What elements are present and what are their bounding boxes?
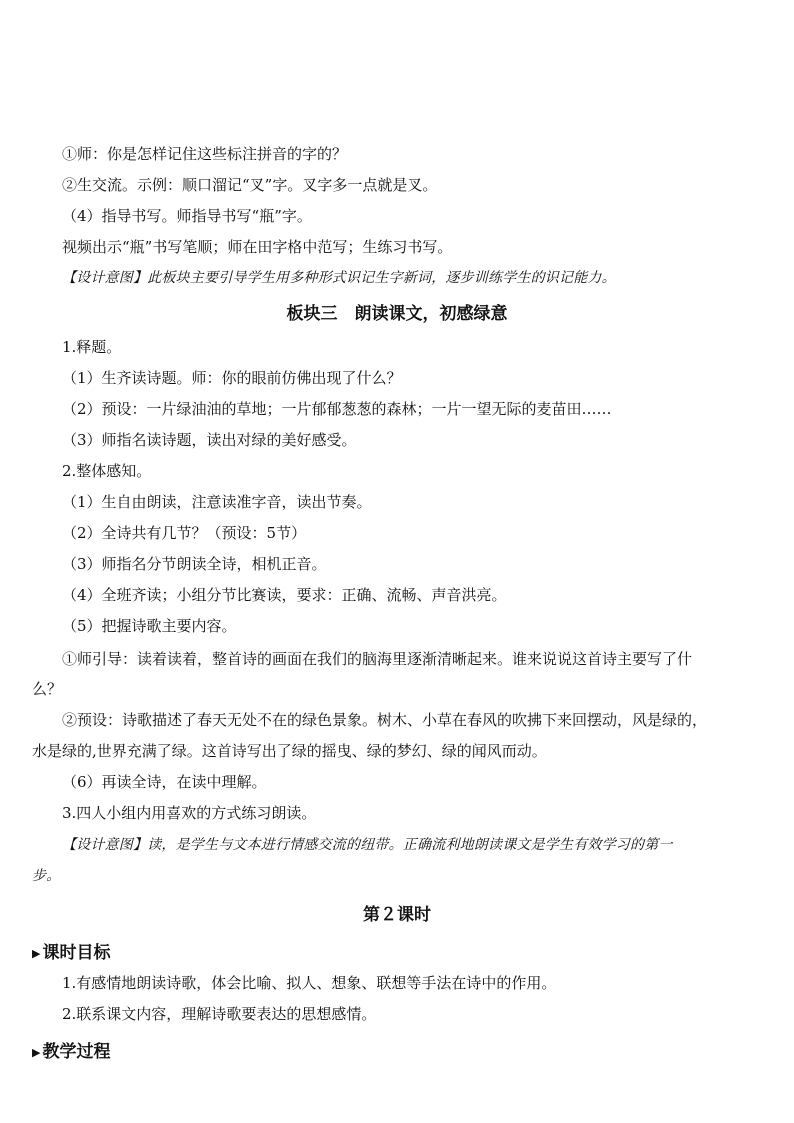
paragraph-line: 么？ (32, 680, 63, 698)
paragraph-line: ①师引导：读着读着，整首诗的画面在我们的脑海里逐渐清晰起来。谁来说说这首诗主要写了什 (62, 650, 693, 668)
triangle-right-icon: ▶ (32, 1046, 41, 1059)
paragraph-line: 3.四人小组内用喜欢的方式练习朗读。 (62, 804, 317, 822)
section-title: 课时目标 (42, 943, 111, 963)
paragraph-line: ②生交流。示例：顺口溜记“叉”字。叉字多一点就是叉。 (62, 176, 438, 194)
design-intent-note: 【设计意图】此板块主要引导学生用多种形式识记生字新词，逐步训练学生的识记能力。 (62, 270, 616, 286)
paragraph-line: 水是绿的,世界充满了绿。这首诗写出了绿的摇曳、绿的梦幻、绿的闻风而动。 (32, 742, 547, 760)
lesson-heading: 第２课时 (363, 905, 431, 925)
paragraph-line: 1.有感情地朗读诗歌，体会比喻、拟人、想象、联想等手法在诗中的作用。 (62, 974, 557, 992)
section-heading-goals (32, 938, 110, 963)
paragraph-line: 2.联系课文内容，理解诗歌要表达的思想感情。 (62, 1005, 377, 1023)
paragraph-line: （1）生齐读诗题。师：你的眼前仿佛出现了什么？ (62, 369, 402, 387)
paragraph-line: （2）预设：一片绿油油的草地；一片郁郁葱葱的森林；一片一望无际的麦苗田…… (62, 400, 612, 418)
paragraph-line: 视频出示“瓶”书写笔顺；师在田字格中范写；生练习书写。 (62, 238, 453, 256)
paragraph-line: ①师：你是怎样记住这些标注拼音的字的？ (62, 145, 348, 163)
section-heading-process (32, 1037, 110, 1062)
paragraph-line: 1.释题。 (62, 338, 122, 356)
paragraph-line: （4）指导书写。师指导书写“瓶”字。 (62, 207, 312, 225)
design-intent-note: 步。 (32, 868, 61, 884)
paragraph-line: （6）再读全诗，在读中理解。 (62, 773, 267, 791)
design-intent-note: 【设计意图】读，是学生与文本进行情感交流的纽带。正确流利地朗读课文是学生有效学习的第一 (62, 837, 673, 853)
paragraph-line: （3）师指名分节朗读全诗，相机正音。 (62, 555, 327, 573)
paragraph-line: （2）全诗共有几节？（预设：5节） (62, 524, 307, 542)
paragraph-line: 2.整体感知。 (62, 462, 152, 480)
paragraph-line: （4）全班齐读；小组分节比赛读，要求：正确、流畅、声音洪亮。 (62, 586, 507, 604)
paragraph-line: （3）师指名读诗题，读出对绿的美好感受。 (62, 431, 357, 449)
section-title: 教学过程 (42, 1042, 111, 1062)
block-heading: 板块三 朗读课文，初感绿意 (286, 304, 508, 324)
paragraph-line: （5）把握诗歌主要内容。 (62, 617, 237, 635)
triangle-right-icon: ▶ (32, 947, 41, 960)
paragraph-line: （1）生自由朗读，注意读准字音，读出节奏。 (62, 493, 372, 511)
paragraph-line: ②预设：诗歌描述了春天无处不在的绿色景象。树木、小草在春风的吹拂下来回摆动，风是绿的， (62, 711, 708, 729)
